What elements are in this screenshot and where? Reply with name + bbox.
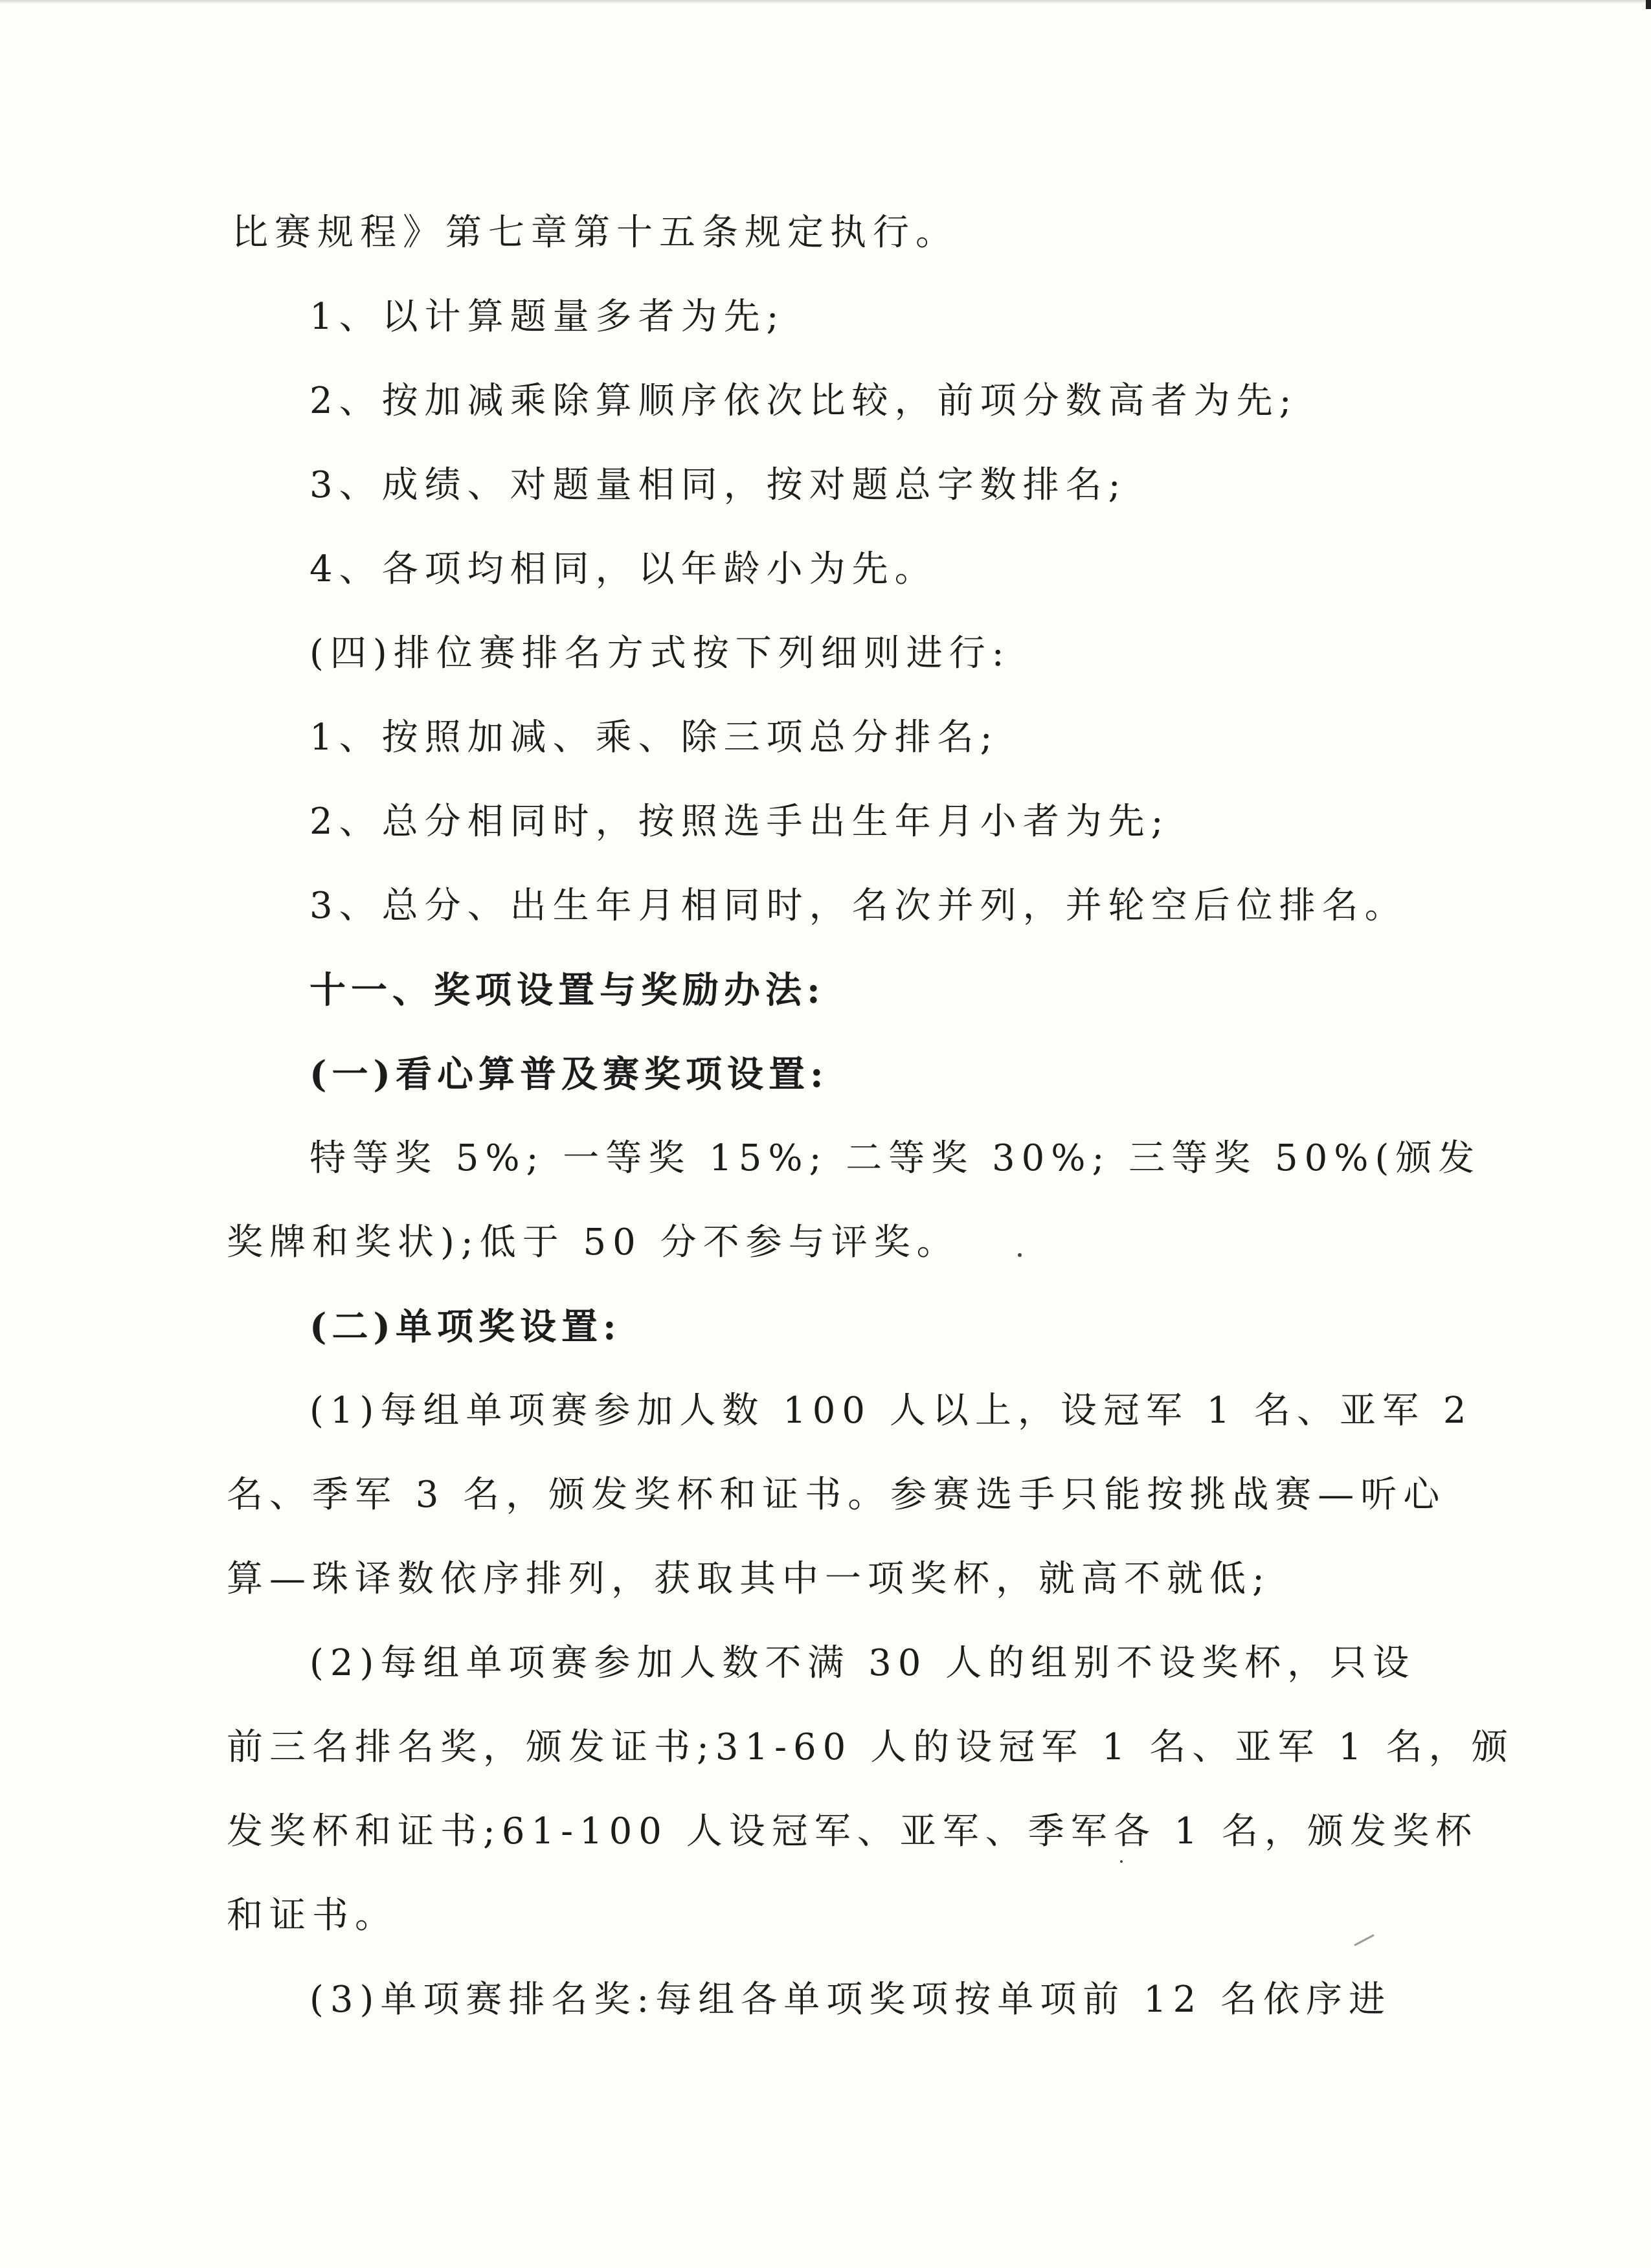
text-line-19: 前三名排名奖，颁发证书;31-60 人的设冠军 1 名、亚军 1 名，颁 (227, 1726, 1514, 1768)
text-line-8: 2、总分相同时，按照选手出生年月小者为先; (309, 801, 1170, 843)
text-line-22: (3)单项赛排名奖:每组各单项奖项按单项前 12 名依序进 (309, 1979, 1392, 2021)
text-line-1: 比赛规程》第七章第十五条规定执行。 (232, 212, 958, 254)
text-line-20: 发奖杯和证书;61-100 人设冠军、亚军、季军各 1 名，颁发奖杯 (227, 1810, 1478, 1852)
text-line-15: (1)每组单项赛参加人数 100 人以上，设冠军 1 名、亚军 2 (309, 1390, 1473, 1432)
text-line-16: 名、季军 3 名，颁发奖杯和证书。参赛选手只能按挑战赛—听心 (227, 1474, 1446, 1516)
text-line-9: 3、总分、出生年月相同时，名次并列，并轮空后位排名。 (309, 885, 1408, 927)
text-line-4: 3、成绩、对题量相同，按对题总字数排名; (309, 464, 1127, 506)
scan-speck (1018, 1253, 1022, 1257)
scan-edge (0, 0, 1651, 4)
scan-corner-mark (1646, 0, 1651, 9)
text-line-18: (2)每组单项赛参加人数不满 30 人的组别不设奖杯，只设 (309, 1642, 1416, 1684)
subsection-heading-1: (一)看心算普及赛奖项设置: (309, 1053, 829, 1096)
scan-scratch (1354, 1934, 1374, 1946)
text-line-5: 4、各项均相同，以年龄小为先。 (309, 548, 938, 590)
text-line-2: 1、以计算题量多者为先; (309, 296, 785, 338)
text-line-21: 和证书。 (227, 1895, 398, 1937)
text-line-13: 奖牌和奖状);低于 50 分不参与评奖。 (227, 1221, 960, 1263)
section-heading-awards: 十一、奖项设置与奖励办法: (309, 969, 826, 1012)
scan-speck (1120, 1860, 1123, 1863)
text-line-3: 2、按加减乘除算顺序依次比较，前项分数高者为先; (309, 380, 1298, 422)
text-line-12: 特等奖 5%; 一等奖 15%; 二等奖 30%; 三等奖 50%(颁发 (309, 1137, 1481, 1179)
text-line-7: 1、按照加减、乘、除三项总分排名; (309, 717, 999, 759)
subsection-heading-2: (二)单项奖设置: (309, 1306, 622, 1348)
text-line-17: 算—珠译数依序排列，获取其中一项奖杯，就高不就低; (227, 1558, 1271, 1600)
text-line-6: (四)排位赛排名方式按下列细则进行: (309, 632, 1011, 674)
